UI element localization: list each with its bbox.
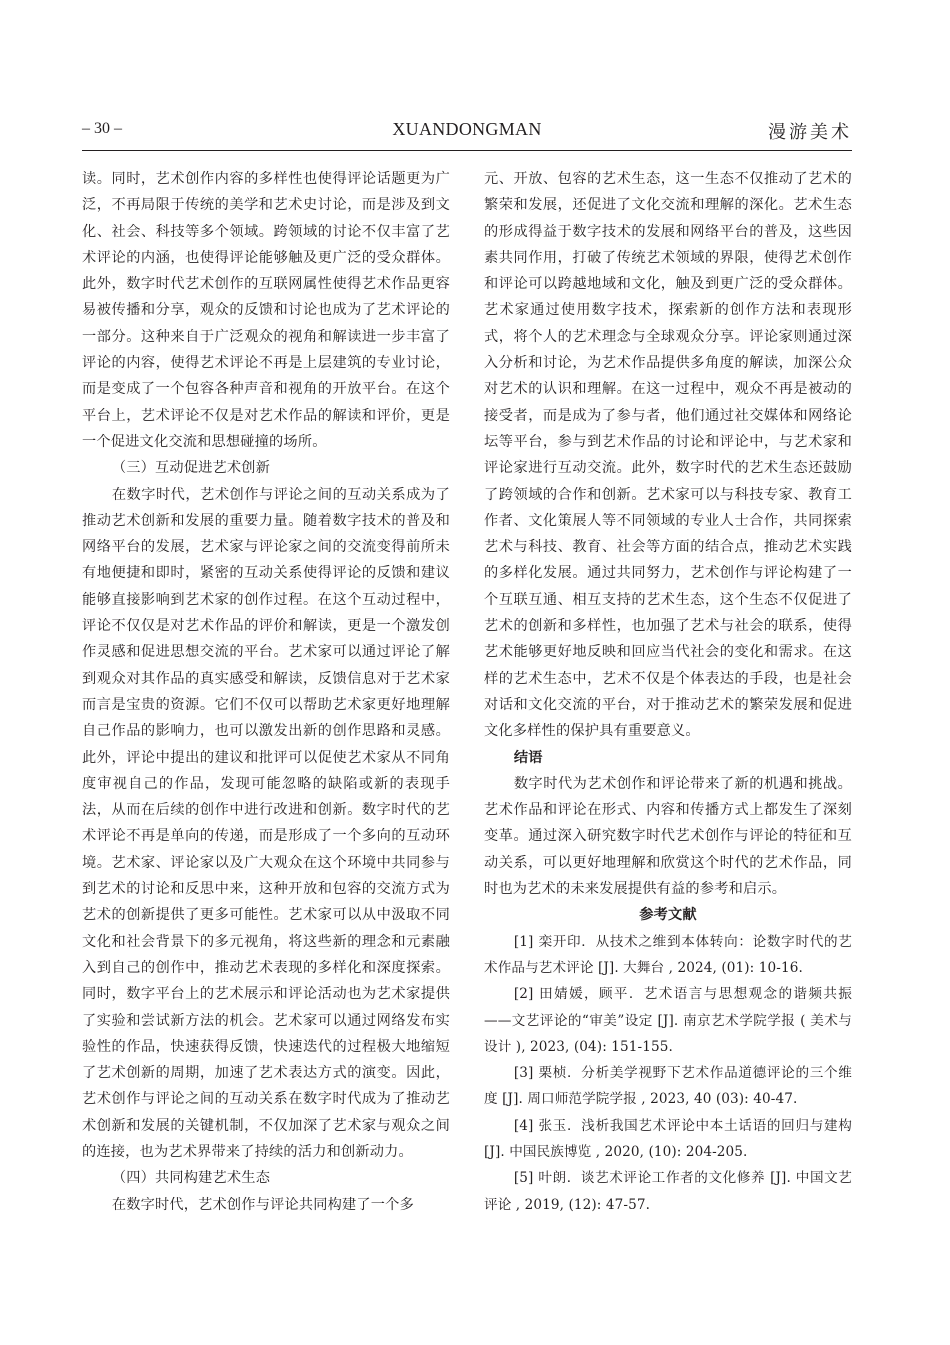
section-heading-4: （四）共同构建艺术生态 [111, 1170, 271, 1187]
section-heading-3: （三）互动促进艺术创新 [111, 460, 271, 477]
right-column [484, 166, 852, 1218]
page-header [82, 118, 852, 144]
left-column [82, 166, 450, 1218]
left-paragraph-2: 在数字时代，艺术创作与评论之间的互动关系成为了推动艺术创新和发展的重要力量。随着数字技术的普及和网络平台的发展，艺术家与评论家之间的交流变得前所未有地便捷和即时，紧密的互动关系使得评论的反馈和建议能够直接影响到艺术家的创作过程。在这个互动过程中，评论不仅仅是对艺术作品的评价和解读，更是一个激发创作灵感和促进思想交流的平台。艺术家可以通过评论了解到观众对其作品的真实感受和解读，反馈信息对于艺术家而言是宝贵的资源。它们不仅可以帮助艺术家更好地理解自己作品的影响力，也可以激发出新的创作思路和灵感。此外，评论中提出的建议和批评可以促使艺术家从不同角度审视自己的作品，发现可能忽略的缺陷或新的表现手法，从而在后续的创作中进行改进和创新。数字时代的艺术评论不再是单向的传递，而是形成了一个多向的互动环境。艺术家、评论家以及广大观众在这个环境中共同参与到艺术的讨论和反思中来，这种开放和包容的交流方式为艺术的创新提供了更多可能性。艺术家可以从中汲取不同文化和社会背景下的多元视角，将这些新的理念和元素融入到自己的创作中，推动艺术表现的多样化和深度探索。同时，数字平台上的艺术展示和评论活动也为艺术家提供了实验和尝试新方法的机会。艺术家可以通过网络发布实验性的作品，快速获得反馈，快速迭代的过程极大地缩短了艺术创新的周期，加速了艺术表达方式的演变。因此，艺术创作与评论之间的互动关系在数字时代成为了推动艺术创新和发展的关键机制，不仅加深了艺术家与观众之间的连接，也为艺术界带来了持续的活力和创新动力。 [82, 486, 450, 1160]
header-rule [82, 150, 852, 151]
reference-item: [1] 栾开印．从技术之维到本体转向：论数字时代的艺术作品与艺术评论 [J]. 大舞台 , 2024, (01): 10-16. [484, 933, 852, 976]
conclusion-heading: 结语 [513, 749, 543, 766]
page-number: – 30 – [82, 120, 122, 137]
left-paragraph-1: 读。同时，艺术创作内容的多样性也使得评论话题更为广泛，不再局限于传统的美学和艺术史讨论，而是涉及到文化、社会、科技等多个领域。跨领域的讨论不仅丰富了艺术评论的内涵，也使得评论能够触及更广泛的受众群体。此外，数字时代艺术创作的互联网属性使得艺术作品更容易被传播和分享，观众的反馈和讨论也成为了艺术评论的一部分。这种来自于广泛观众的视角和解读进一步丰富了评论的内容，使得艺术评论不再是上层建筑的专业讨论，而是变成了一个包容各种声音和视角的开放平台。在这个平台上，艺术评论不仅是对艺术作品的解读和评价，更是一个促进文化交流和思想碰撞的场所。 [82, 171, 450, 450]
left-paragraph-3: 在数字时代，艺术创作与评论共同构建了一个多 [111, 1196, 414, 1213]
reference-item: [5] 叶朗．谈艺术评论工作者的文化修养 [J]. 中国文艺评论 , 2019, (12): 47-57. [484, 1170, 852, 1213]
reference-item: [2] 田婧媛，顾平．艺术语言与思想观念的谐频共振——文艺评论的“审美”设定 [J]. 南京艺术学院学报 ( 美术与设计 ), 2023, (04): 151-155. [484, 986, 852, 1055]
reference-item: [4] 张玉．浅析我国艺术评论中本土话语的回归与建构 [J]. 中国民族博览 , 2020, (10): 204-205. [484, 1117, 852, 1160]
conclusion-paragraph: 数字时代为艺术创作和评论带来了新的机遇和挑战。艺术作品和评论在形式、内容和传播方式上都发生了深刻变革。通过深入研究数字时代艺术创作与评论的特征和互动关系，可以更好地理解和欣赏这个时代的艺术作品，同时也为艺术的未来发展提供有益的参考和启示。 [484, 775, 852, 898]
journal-title: XUANDONGMAN [392, 119, 542, 139]
reference-item: [3] 栗桢．分析美学视野下艺术作品道德评论的三个维度 [J]. 周口师范学院学报 , 2023, 40 (03): 40-47. [484, 1065, 852, 1108]
section-name: 漫游美术 [768, 122, 852, 143]
right-paragraph-1: 元、开放、包容的艺术生态，这一生态不仅推动了艺术的繁荣和发展，还促进了文化交流和理解的深化。艺术生态的形成得益于数字技术的发展和网络平台的普及，这些因素共同作用，打破了传统艺术领域的界限，使得艺术创作和评论可以跨越地域和文化，触及到更广泛的受众群体。艺术家通过使用数字技术，探索新的创作方法和表现形式，将个人的艺术理念与全球观众分享。评论家则通过深入分析和讨论，为艺术作品提供多角度的解读，加深公众对艺术的认识和理解。在这一过程中，观众不再是被动的接受者，而是成为了参与者，他们通过社交媒体和网络论坛等平台，参与到艺术作品的讨论和评论中，与艺术家和评论家进行互动交流。此外，数字时代的艺术生态还鼓励了跨领域的合作和创新。艺术家可以与科技专家、教育工作者、文化策展人等不同领域的专业人士合作，共同探索艺术与科技、教育、社会等方面的结合点，推动艺术实践的多样化发展。通过共同努力，艺术创作与评论构建了一个互联互通、相互支持的艺术生态，这个生态不仅促进了艺术的创新和多样性，也加强了艺术与社会的联系，使得艺术能够更好地反映和回应当代社会的变化和需求。在这样的艺术生态中，艺术不仅是个体表达的手段，也是社会对话和文化交流的平台，对于推动艺术的繁荣发展和促进文化多样性的保护具有重要意义。 [484, 171, 852, 740]
references-heading: 参考文献 [639, 907, 697, 924]
